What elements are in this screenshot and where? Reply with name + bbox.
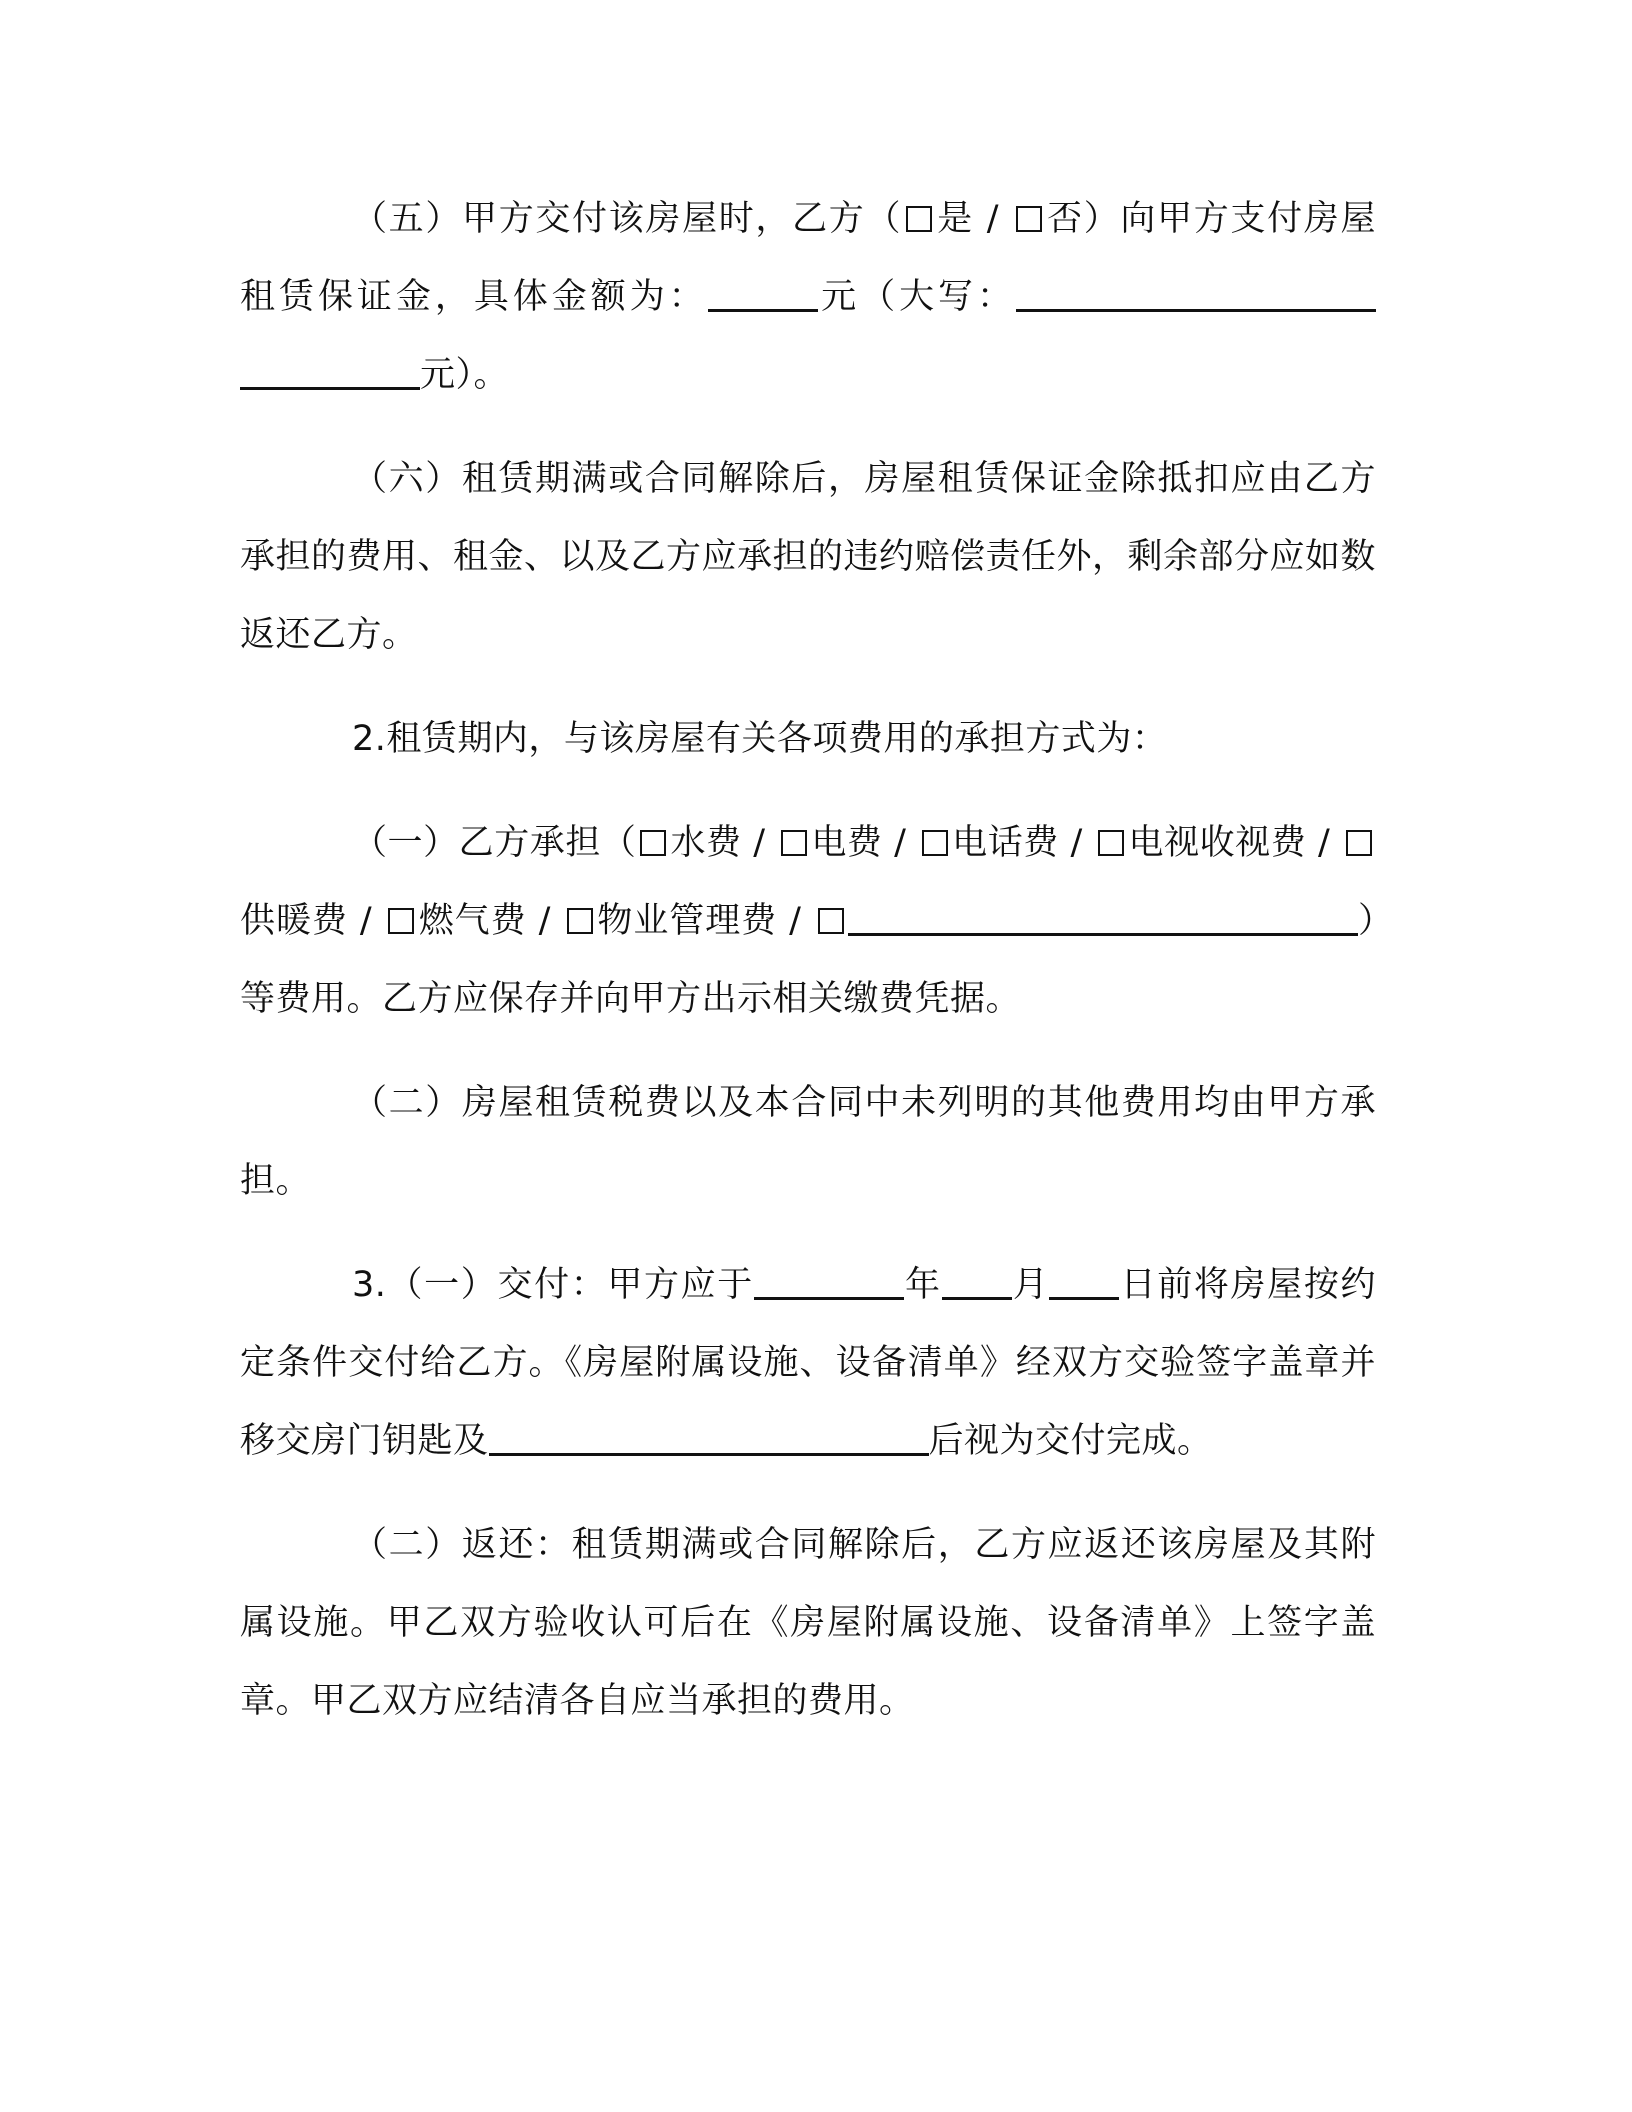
deposit-amount-words-blank-2[interactable] [240,347,420,390]
checkbox-gas[interactable] [388,908,414,934]
fee-electricity-label: 电费 [811,823,883,863]
checkbox-phone[interactable] [922,830,948,856]
section-2-clause-2: （二）房屋租赁税费以及本合同中未列明的其他费用均由甲方承担。 [240,1083,1376,1201]
clause-5-deposit [240,180,1376,414]
delivery-lead: 3.（一）交付：甲方应于 [352,1265,754,1305]
deposit-amount-words-blank-1[interactable] [1016,269,1376,312]
delivery-month-blank[interactable] [942,1257,1012,1300]
delivery-day-blank[interactable] [1049,1257,1119,1300]
option-yes-label: 是 [936,199,974,239]
section-3-delivery [240,1246,1376,1480]
checkbox-no[interactable] [1016,206,1042,232]
checkbox-yes[interactable] [906,206,932,232]
clause-5-mid: ）向甲方支付房屋租赁保证金，具体金额为： [240,199,1376,317]
fee-separator: / [526,901,563,941]
delivery-body: 日前将房屋按约定条件交付给乙方。《房屋附属设施、设备清单》经双方交验签字盖章并移交房门钥匙及 [240,1265,1376,1461]
fee-gas-label: 燃气费 [418,901,527,941]
checkbox-property[interactable] [567,908,593,934]
fee-phone-label: 电话费 [952,823,1059,863]
fee-separator: / [1306,823,1342,863]
clause-5-tail: 元）。 [420,355,510,395]
delivery-tail: 后视为交付完成。 [928,1421,1213,1461]
section-2-clause-1 [240,804,1376,1038]
fee-separator: / [347,901,385,941]
year-label: 年 [903,1265,942,1305]
other-fee-blank-2[interactable] [1288,893,1358,936]
other-fee-blank-1[interactable] [848,893,1288,936]
clause-6-refund: （六）租赁期满或合同解除后，房屋租赁保证金除抵扣应由乙方承担的费用、租金、以及乙方应承担的违约赔偿责任外，剩余部分应如数返还乙方。 [240,459,1377,655]
clause-5-unit: 元（大写： [817,277,1016,317]
fee-separator: / [777,901,814,941]
deposit-amount-blank[interactable] [708,269,818,312]
checkbox-tv[interactable] [1098,830,1124,856]
checkbox-heating[interactable] [1346,830,1372,856]
fee-separator: / [1058,823,1095,863]
section-3-return: （二）返还：租赁期满或合同解除后，乙方应返还该房屋及其附属设施。甲乙双方验收认可后在《房屋附属设施、设备清单》上签字盖章。甲乙双方应结清各自应当承担的费用。 [240,1525,1376,1721]
checkbox-electricity[interactable] [781,830,807,856]
section-2-clause-1-tail: ）等费用。乙方应保存并向甲方出示相关缴费凭据。 [240,901,1376,1019]
fee-separator: / [882,823,919,863]
delivery-items-blank[interactable] [489,1413,929,1456]
checkbox-water[interactable] [640,830,666,856]
checkbox-other[interactable] [818,908,844,934]
document-page [240,180,1376,1766]
section-2-heading: 2.租赁期内，与该房屋有关各项费用的承担方式为： [352,719,1168,759]
fee-separator: / [741,823,778,863]
section-2-clause-1-lead: （一）乙方承担（ [352,823,637,863]
fee-tv-label: 电视收视费 [1128,823,1307,863]
option-no-label: 否 [1045,199,1084,239]
month-label: 月 [1011,1265,1050,1305]
fee-water-label: 水费 [670,823,742,863]
fee-heating-label: 供暖费 [240,901,348,941]
clause-5-lead: （五）甲方交付该房屋时，乙方（ [352,199,903,239]
option-separator: / [973,199,1012,239]
fee-property-label: 物业管理费 [596,901,778,941]
delivery-year-blank[interactable] [754,1257,904,1300]
